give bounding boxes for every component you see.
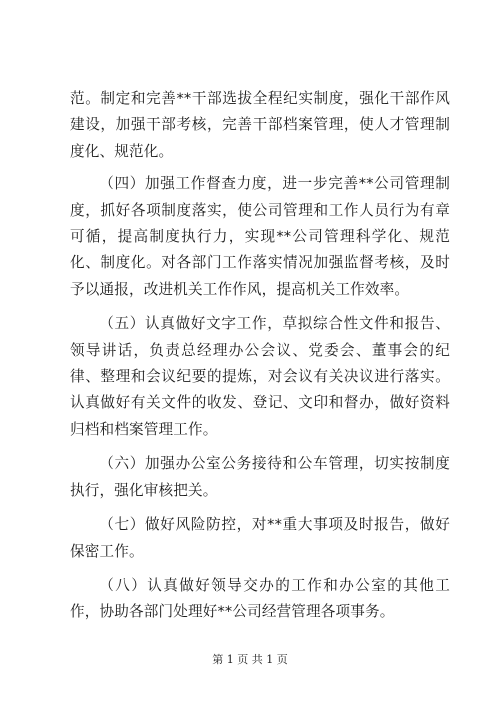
page-number-footer: 第 1 页 共 1 页 xyxy=(212,653,288,666)
paragraph-item-4: （四）加强工作督查力度，进一步完善**公司管理制度，抓好各项制度落实，使公司管理和工作人员行为有章可循，提高制度执行力，实现**公司管理科学化、规范化、制度化。对各部门工作落实情况加强监督考核，及时予以通报，改进机关工作作风，提高机关工作效率。 xyxy=(70,175,450,298)
document-body xyxy=(70,86,450,634)
paragraph-continuation: 范。制定和完善**干部选拔全程纪实制度，强化干部作风建设，加强干部考核，完善干部档案管理，使人才管理制度化、规范化。 xyxy=(70,90,450,160)
paragraph-item-7: （七）做好风险防控，对**重大事项及时报告，做好保密工作。 xyxy=(70,516,450,560)
paragraph-item-6: （六）加强办公室公务接待和公车管理，切实按制度执行，强化审核把关。 xyxy=(70,455,450,499)
paragraph-item-8: （八）认真做好领导交办的工作和办公室的其他工作，协助各部门处理好**公司经营管理各项事务。 xyxy=(70,576,450,621)
paragraph-item-5: （五）认真做好文字工作，草拟综合性文件和报告、领导讲话，负责总经理办公会议、党委会、董事会的纪律、整理和会议纪要的提炼，对会议有关决议进行落实。认真做好有关文件的收发、登记、文印和督办，做好资料归档和档案管理工作。 xyxy=(70,315,450,438)
